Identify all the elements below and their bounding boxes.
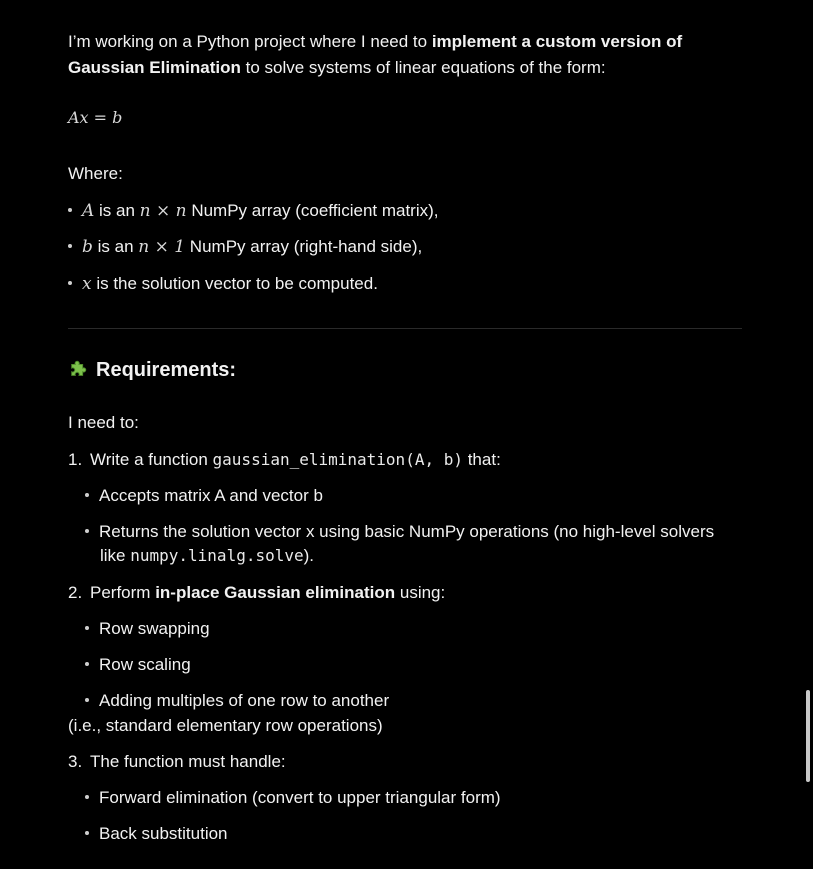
list-subitem: Returns the solution vector x using basic NumPy operations (no high-level solvers [85,519,714,545]
bullet-icon [68,281,72,285]
where-item: b is an n × 1 NumPy array (right-hand side), [68,234,422,260]
bullet-icon [85,662,89,666]
bullet-icon [85,831,89,835]
list-item: 1. Write a function gaussian_elimination(A, b) that: [68,450,501,469]
list-subitem: Forward elimination (convert to upper triangular form) [85,785,501,811]
requirements-title: Requirements: [96,359,237,381]
intro-suffix: to solve systems of linear equations of the form: [240,58,606,77]
bullet-icon [85,795,89,799]
intro-paragraph [68,29,728,81]
puzzle-icon [68,358,90,380]
list-subitem: Accepts matrix A and vector b [85,483,323,509]
list-subitem: Back substitution [85,821,228,847]
list-subitem-continuation: like numpy.linalg.solve). [100,546,315,565]
where-label: Where: [68,164,123,183]
bullet-icon [85,529,89,533]
list-item: 3. The function must handle: [68,752,286,771]
list-subitem: Adding multiples of one row to another [85,688,389,714]
list-subitem: Row swapping [85,616,210,642]
where-item: x is the solution vector to be computed. [68,271,378,297]
list-subitem: Row scaling [85,652,191,678]
intro-text: I’m working on a Python project where I need to [68,32,432,51]
bullet-icon [85,698,89,702]
divider [68,328,742,329]
requirements-heading [68,359,236,382]
bullet-icon [85,626,89,630]
function-signature: gaussian_elimination(A, b) [212,450,463,469]
list-note: (i.e., standard elementary row operations) [68,716,383,735]
list-item: 2. Perform in-place Gaussian elimination using: [68,583,446,602]
code-inline: numpy.linalg.solve [130,546,304,565]
equation: Ax = b [68,108,123,127]
requirements-lead: I need to: [68,413,139,432]
where-item: A is an n × n NumPy array (coefficient matrix), [68,198,439,224]
clipped-heading [68,0,368,2]
intro-bold-1: implement a custom version of [431,32,683,51]
scrollbar-thumb[interactable] [806,690,810,782]
bullet-icon [68,244,72,248]
bullet-icon [85,493,89,497]
bullet-icon [68,208,72,212]
intro-bold-2: Gaussian Elimination [68,58,241,77]
